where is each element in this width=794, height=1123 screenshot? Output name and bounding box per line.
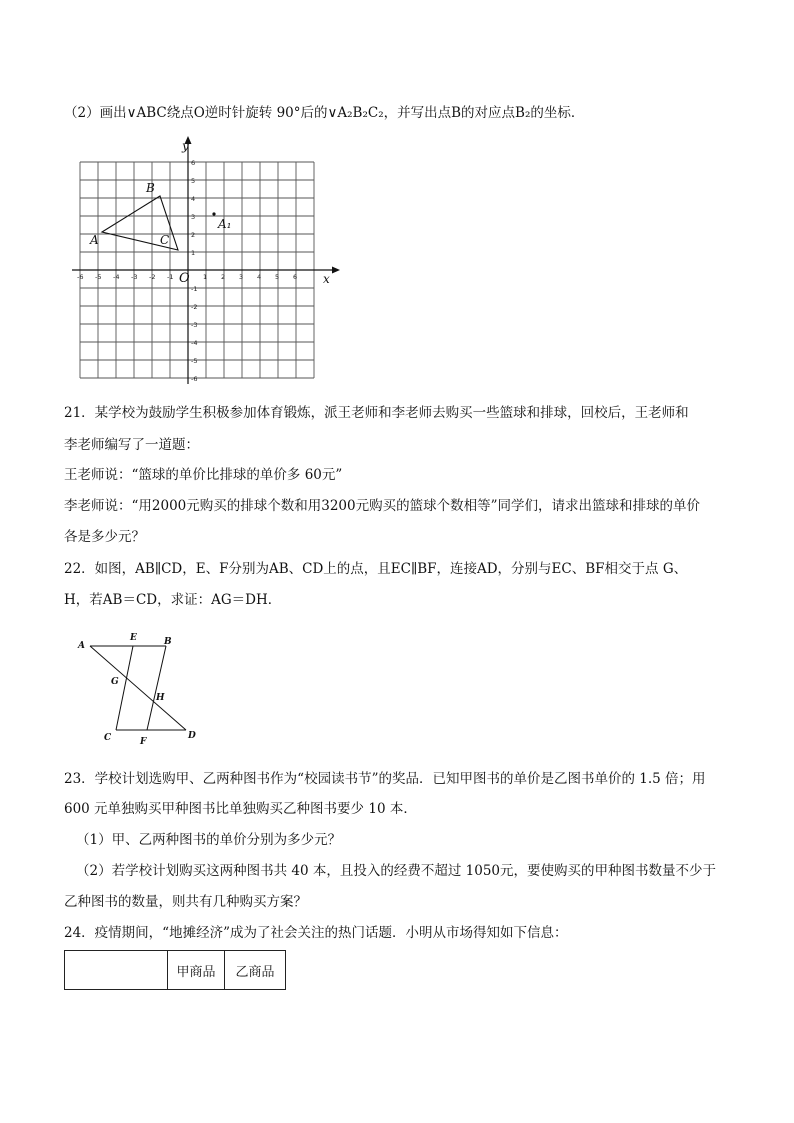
label-c: C — [160, 233, 170, 247]
x-tick-label: 1 — [203, 273, 208, 281]
y-tick-label: -5 — [191, 357, 198, 365]
x-tick-label: -3 — [131, 273, 138, 281]
q22-line2: H，若AB＝CD，求证：AG＝DH． — [64, 592, 282, 608]
y-tick-label: -2 — [191, 303, 198, 311]
q21-line3: 王老师说：“篮球的单价比排球的单价多 60元” — [64, 467, 343, 483]
q21-line4: 李老师说：“用2000元购买的排球个数和用3200元购买的篮球个数相等”同学们，请求出篮球和排球的单价 — [64, 498, 701, 514]
geo-label-c: C — [104, 733, 112, 743]
x-tick-label: -1 — [167, 273, 174, 281]
table-header-jia: 甲商品 — [168, 951, 225, 990]
coordinate-grid-figure — [64, 136, 344, 392]
x-tick-label: 5 — [275, 273, 280, 281]
q23-line5: 乙种图书的数量，则共有几种购买方案？ — [64, 894, 307, 910]
x-tick-label: -4 — [113, 273, 120, 281]
x-tick-label: 3 — [239, 273, 244, 281]
x-tick-label: -2 — [149, 273, 156, 281]
y-tick-label: 2 — [191, 231, 196, 239]
geo-label-a: A — [78, 641, 85, 651]
q23-line1: 23．学校计划选购甲、乙两种图书作为“校园读书节”的奖品．已知甲图书的单价是乙图书单价的 1.5 倍；用 — [64, 771, 706, 787]
x-axis-label: x — [323, 272, 330, 286]
y-tick-label: 1 — [191, 249, 196, 257]
x-tick-label: -5 — [95, 273, 102, 281]
y-axis-label: y — [182, 139, 189, 153]
label-a: A — [90, 233, 99, 247]
y-tick-label: -1 — [191, 285, 198, 293]
point-a1 — [212, 212, 215, 215]
table-row — [65, 951, 286, 990]
label-b: B — [146, 181, 155, 195]
q22-line1: 22．如图，AB∥CD，E、F分别为AB、CD上的点，且EC∥BF，连接AD，分别与EC、BF相交于点 G、 — [64, 561, 688, 577]
geo-label-b: B — [164, 637, 172, 647]
x-tick-label: 6 — [293, 273, 298, 281]
y-tick-labels — [191, 159, 197, 383]
geo-label-h: H — [156, 693, 165, 703]
table-header-yi: 乙商品 — [225, 951, 286, 990]
parallelogram-figure — [64, 628, 214, 748]
y-tick-label: -4 — [191, 339, 198, 347]
table-header-blank — [65, 951, 168, 990]
label-a1: A₁ — [218, 217, 232, 231]
q20-part2-text: （2）画出∨ABC绕点O逆时针旋转 90°后的∨A₂B₂C₂，并写出点B的对应点B₂的坐标． — [64, 105, 585, 121]
origin-label: O — [179, 271, 190, 286]
q21-line2: 李老师编写了一道题： — [64, 437, 199, 453]
q24-line1: 24．疫情期间，“地摊经济”成为了社会关注的热门话题．小明从市场得知如下信息： — [64, 925, 568, 941]
geo-label-g: G — [111, 677, 119, 687]
y-tick-label: -6 — [191, 375, 198, 383]
q23-line3: （1）甲、乙两种图书的单价分别为多少元？ — [76, 832, 342, 848]
y-tick-label: 6 — [191, 159, 196, 167]
q23-line2: 600 元单独购买甲种图书比单独购买乙种图书要少 10 本． — [64, 801, 417, 817]
geo-label-e: E — [130, 633, 137, 643]
geo-label-d: D — [188, 731, 196, 741]
y-tick-label: -3 — [191, 321, 198, 329]
goods-table — [64, 950, 286, 990]
x-tick-label: 2 — [221, 273, 226, 281]
geo-label-f: F — [140, 737, 147, 747]
q21-line1: 21．某学校为鼓励学生积极参加体育锻炼，派王老师和李老师去购买一些篮球和排球，回校后，王老师和 — [64, 405, 689, 421]
x-tick-label: -6 — [77, 273, 84, 281]
x-tick-label: 4 — [257, 273, 262, 281]
q21-line5: 各是多少元？ — [64, 529, 145, 545]
y-tick-label: 4 — [191, 195, 196, 203]
q23-line4: （2）若学校计划购买这两种图书共 40 本，且投入的经费不超过 1050元，要使购买的甲种图书数量不少于 — [76, 863, 716, 879]
y-tick-label: 5 — [191, 177, 196, 185]
y-tick-label: 3 — [191, 213, 196, 221]
